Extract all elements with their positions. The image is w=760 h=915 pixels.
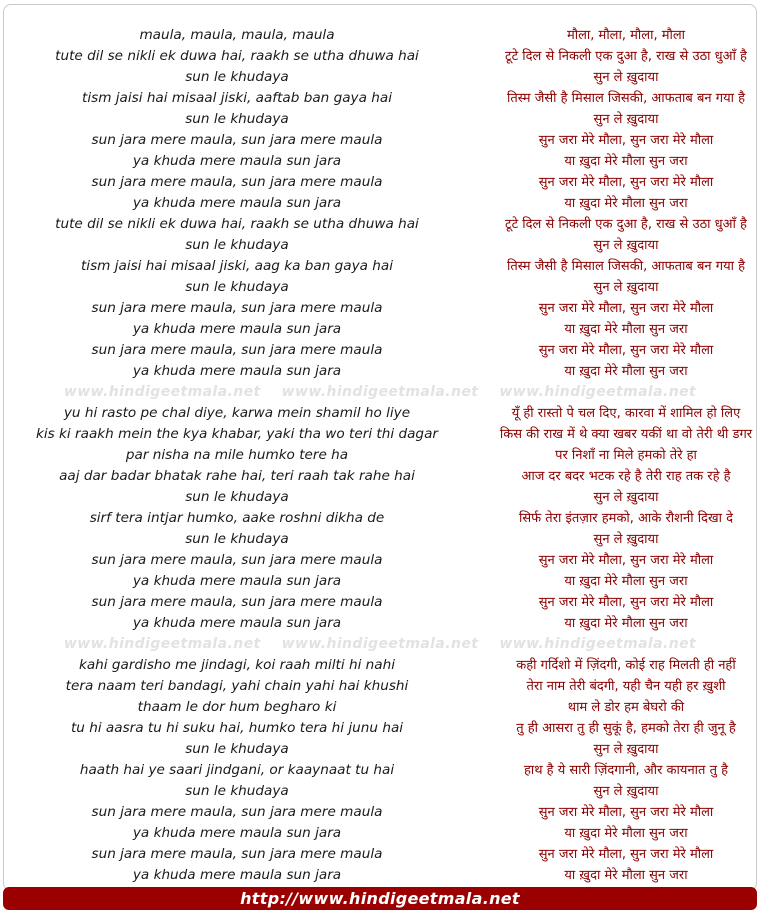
hindi-lyric-line: टूटे दिल से निकली एक दुआ है, राख से उठा धुआँ है (505, 217, 747, 232)
hindi-lyric-line: सुन ले ख़ुदाया (593, 784, 659, 799)
hindi-lyric-line: या ख़ुदा मेरे मौला सुन जरा (564, 196, 688, 211)
watermark-1: www.hindigeetmala.net www.hindigeetmala.net www.hindigeetmala.net (63, 384, 697, 400)
lyrics-panel (3, 4, 757, 891)
english-lyric-line: ya khuda mere maula sun jara (132, 321, 342, 337)
english-lyric-line: aaj dar badar bhatak rahe hai, teri raah tak rahe hai (59, 468, 415, 484)
english-lyric-line: sun jara mere maula, sun jara mere maula (91, 804, 383, 820)
english-lyric-line: tism jaisi hai misaal jiski, aaftab ban gaya hai (82, 90, 392, 106)
hindi-lyric-line: सुन जरा मेरे मौला, सुन जरा मेरे मौला (538, 595, 714, 610)
english-lyric-line: tu hi aasra tu hi suku hai, humko tera hi junu hai (70, 720, 404, 736)
hindi-lyric-line: सुन जरा मेरे मौला, सुन जरा मेरे मौला (538, 133, 714, 148)
english-lyric-line: sun jara mere maula, sun jara mere maula (91, 552, 383, 568)
hindi-lyric-line: सिर्फ तेरा इंतज़ार हमको, आके रौशनी दिखा दे (518, 511, 734, 526)
hindi-lyric-line: सुन ले ख़ुदाया (593, 238, 659, 253)
hindi-lyric-line: सुन जरा मेरे मौला, सुन जरा मेरे मौला (538, 805, 714, 820)
footer-bar (3, 887, 757, 910)
english-lyric-line: maula, maula, maula, maula (139, 27, 335, 43)
hindi-lyric-line: सुन ले ख़ुदाया (593, 112, 659, 127)
english-lyric-line: sun le khudaya (185, 531, 289, 547)
english-lyric-line: ya khuda mere maula sun jara (132, 363, 342, 379)
hindi-lyric-line: सुन ले ख़ुदाया (593, 280, 659, 295)
english-lyric-line: tute dil se nikli ek duwa hai, raakh se utha dhuwa hai (55, 48, 419, 64)
english-lyric-line: sun le khudaya (185, 783, 289, 799)
hindi-lyric-line: कही गर्दिशो में ज़िंदगी, कोई राह मिलती ही नहीं (516, 658, 736, 673)
hindi-lyric-line: सुन जरा मेरे मौला, सुन जरा मेरे मौला (538, 553, 714, 568)
hindi-stanza-gap (400, 634, 757, 655)
hindi-lyric-line: सुन जरा मेरे मौला, सुन जरा मेरे मौला (538, 301, 714, 316)
hindi-lyric-line: पर निशाँ ना मिले हमको तेरे हा (555, 448, 697, 463)
hindi-stanza-gap (400, 382, 757, 403)
hindi-lyric-line: सुन ले ख़ुदाया (593, 532, 659, 547)
english-lyric-line: sun le khudaya (185, 741, 289, 757)
hindi-lyric-line: सुन ले ख़ुदाया (593, 70, 659, 85)
hindi-lyric-line: मौला, मौला, मौला, मौला (566, 28, 686, 43)
english-lyric-line: yu hi rasto pe chal diye, karwa mein shamil ho liye (63, 405, 411, 421)
hindi-lyric-line: तेरा नाम तेरी बंदगी, यही चैन यही हर ख़ुशी (526, 679, 726, 694)
english-lyric-line: tera naam teri bandagi, yahi chain yahi hai khushi (65, 678, 409, 694)
english-lyric-line: sun le khudaya (185, 237, 289, 253)
hindi-lyric-line: सुन ले ख़ुदाया (593, 490, 659, 505)
english-lyric-line: ya khuda mere maula sun jara (132, 615, 342, 631)
hindi-lyric-line: तिस्म जैसी है मिसाल जिसकी, आफताब बन गया है (506, 91, 746, 106)
hindi-lyric-line: या ख़ुदा मेरे मौला सुन जरा (564, 826, 688, 841)
footer-link[interactable]: http://www.hindigeetmala.net (240, 889, 520, 908)
watermark-2: www.hindigeetmala.net www.hindigeetmala.net www.hindigeetmala.net (63, 636, 697, 652)
hindi-lyric-line: थाम ले डोर हम बेघरो की (567, 700, 685, 715)
hindi-lyric-line: सुन जरा मेरे मौला, सुन जरा मेरे मौला (538, 847, 714, 862)
english-lyric-line: tism jaisi hai misaal jiski, aag ka ban gaya hai (80, 258, 394, 274)
hindi-lyric-line: या ख़ुदा मेरे मौला सुन जरा (564, 154, 688, 169)
hindi-lyric-line: सुन ले ख़ुदाया (593, 742, 659, 757)
english-lyric-line: sun jara mere maula, sun jara mere maula (91, 132, 383, 148)
english-lyric-line: sun jara mere maula, sun jara mere maula (91, 342, 383, 358)
hindi-lyric-line: या ख़ुदा मेरे मौला सुन जरा (564, 364, 688, 379)
hindi-lyric-line: या ख़ुदा मेरे मौला सुन जरा (564, 868, 688, 883)
hindi-lyric-line: सुन जरा मेरे मौला, सुन जरा मेरे मौला (538, 175, 714, 190)
english-lyric-line: ya khuda mere maula sun jara (132, 867, 342, 883)
english-lyric-line: sun jara mere maula, sun jara mere maula (91, 174, 383, 190)
english-lyric-line: thaam le dor hum begharo ki (137, 699, 337, 715)
english-lyric-line: kis ki raakh mein the kya khabar, yaki tha wo teri thi dagar (36, 426, 438, 442)
hindi-lyric-line: किस की राख में थे क्या खबर यकीं था वो तेरी थी डगर (499, 427, 753, 442)
english-lyric-line: sun le khudaya (185, 489, 289, 505)
hindi-lyric-line: यूँ ही रास्तो पे चल दिए, कारवा में शामिल हो लिए (511, 406, 741, 421)
hindi-lyric-line: तिस्म जैसी है मिसाल जिसकी, आफताब बन गया है (506, 259, 746, 274)
english-lyric-line: ya khuda mere maula sun jara (132, 195, 342, 211)
english-lyric-line: ya khuda mere maula sun jara (132, 573, 342, 589)
english-lyric-line: par nisha na mile humko tere ha (125, 447, 349, 463)
hindi-lyric-line: या ख़ुदा मेरे मौला सुन जरा (564, 616, 688, 631)
english-lyric-line: kahi gardisho me jindagi, koi raah milti hi nahi (78, 657, 396, 673)
hindi-lyric-line: तु ही आसरा तु ही सुकूं है, हमको तेरा ही जुनू है (516, 721, 736, 736)
english-lyric-line: sun jara mere maula, sun jara mere maula (91, 300, 383, 316)
english-lyric-line: sirf tera intjar humko, aake roshni dikha de (89, 510, 385, 526)
hindi-lyric-line: या ख़ुदा मेरे मौला सुन जरा (564, 574, 688, 589)
hindi-lyric-line: सुन जरा मेरे मौला, सुन जरा मेरे मौला (538, 343, 714, 358)
hindi-lyric-line: हाथ है ये सारी ज़िंदगानी, और कायनात तु है (523, 763, 729, 778)
english-lyric-line: sun jara mere maula, sun jara mere maula (91, 594, 383, 610)
english-lyric-line: sun le khudaya (185, 111, 289, 127)
english-lyric-line: ya khuda mere maula sun jara (132, 153, 342, 169)
english-lyric-line: sun le khudaya (185, 279, 289, 295)
english-lyric-line: haath hai ye saari jindgani, or kaaynaat tu hai (79, 762, 395, 778)
english-lyric-line: sun le khudaya (185, 69, 289, 85)
hindi-lyric-line: टूटे दिल से निकली एक दुआ है, राख से उठा धुआँ है (505, 49, 747, 64)
english-lyric-line: tute dil se nikli ek duwa hai, raakh se utha dhuwa hai (55, 216, 419, 232)
english-lyric-line: ya khuda mere maula sun jara (132, 825, 342, 841)
hindi-lyric-line: आज दर बदर भटक रहे है तेरी राह तक रहे है (521, 469, 731, 484)
hindi-lyric-line: या ख़ुदा मेरे मौला सुन जरा (564, 322, 688, 337)
english-lyric-line: sun jara mere maula, sun jara mere maula (91, 846, 383, 862)
hindi-lyrics-column (400, 25, 757, 886)
